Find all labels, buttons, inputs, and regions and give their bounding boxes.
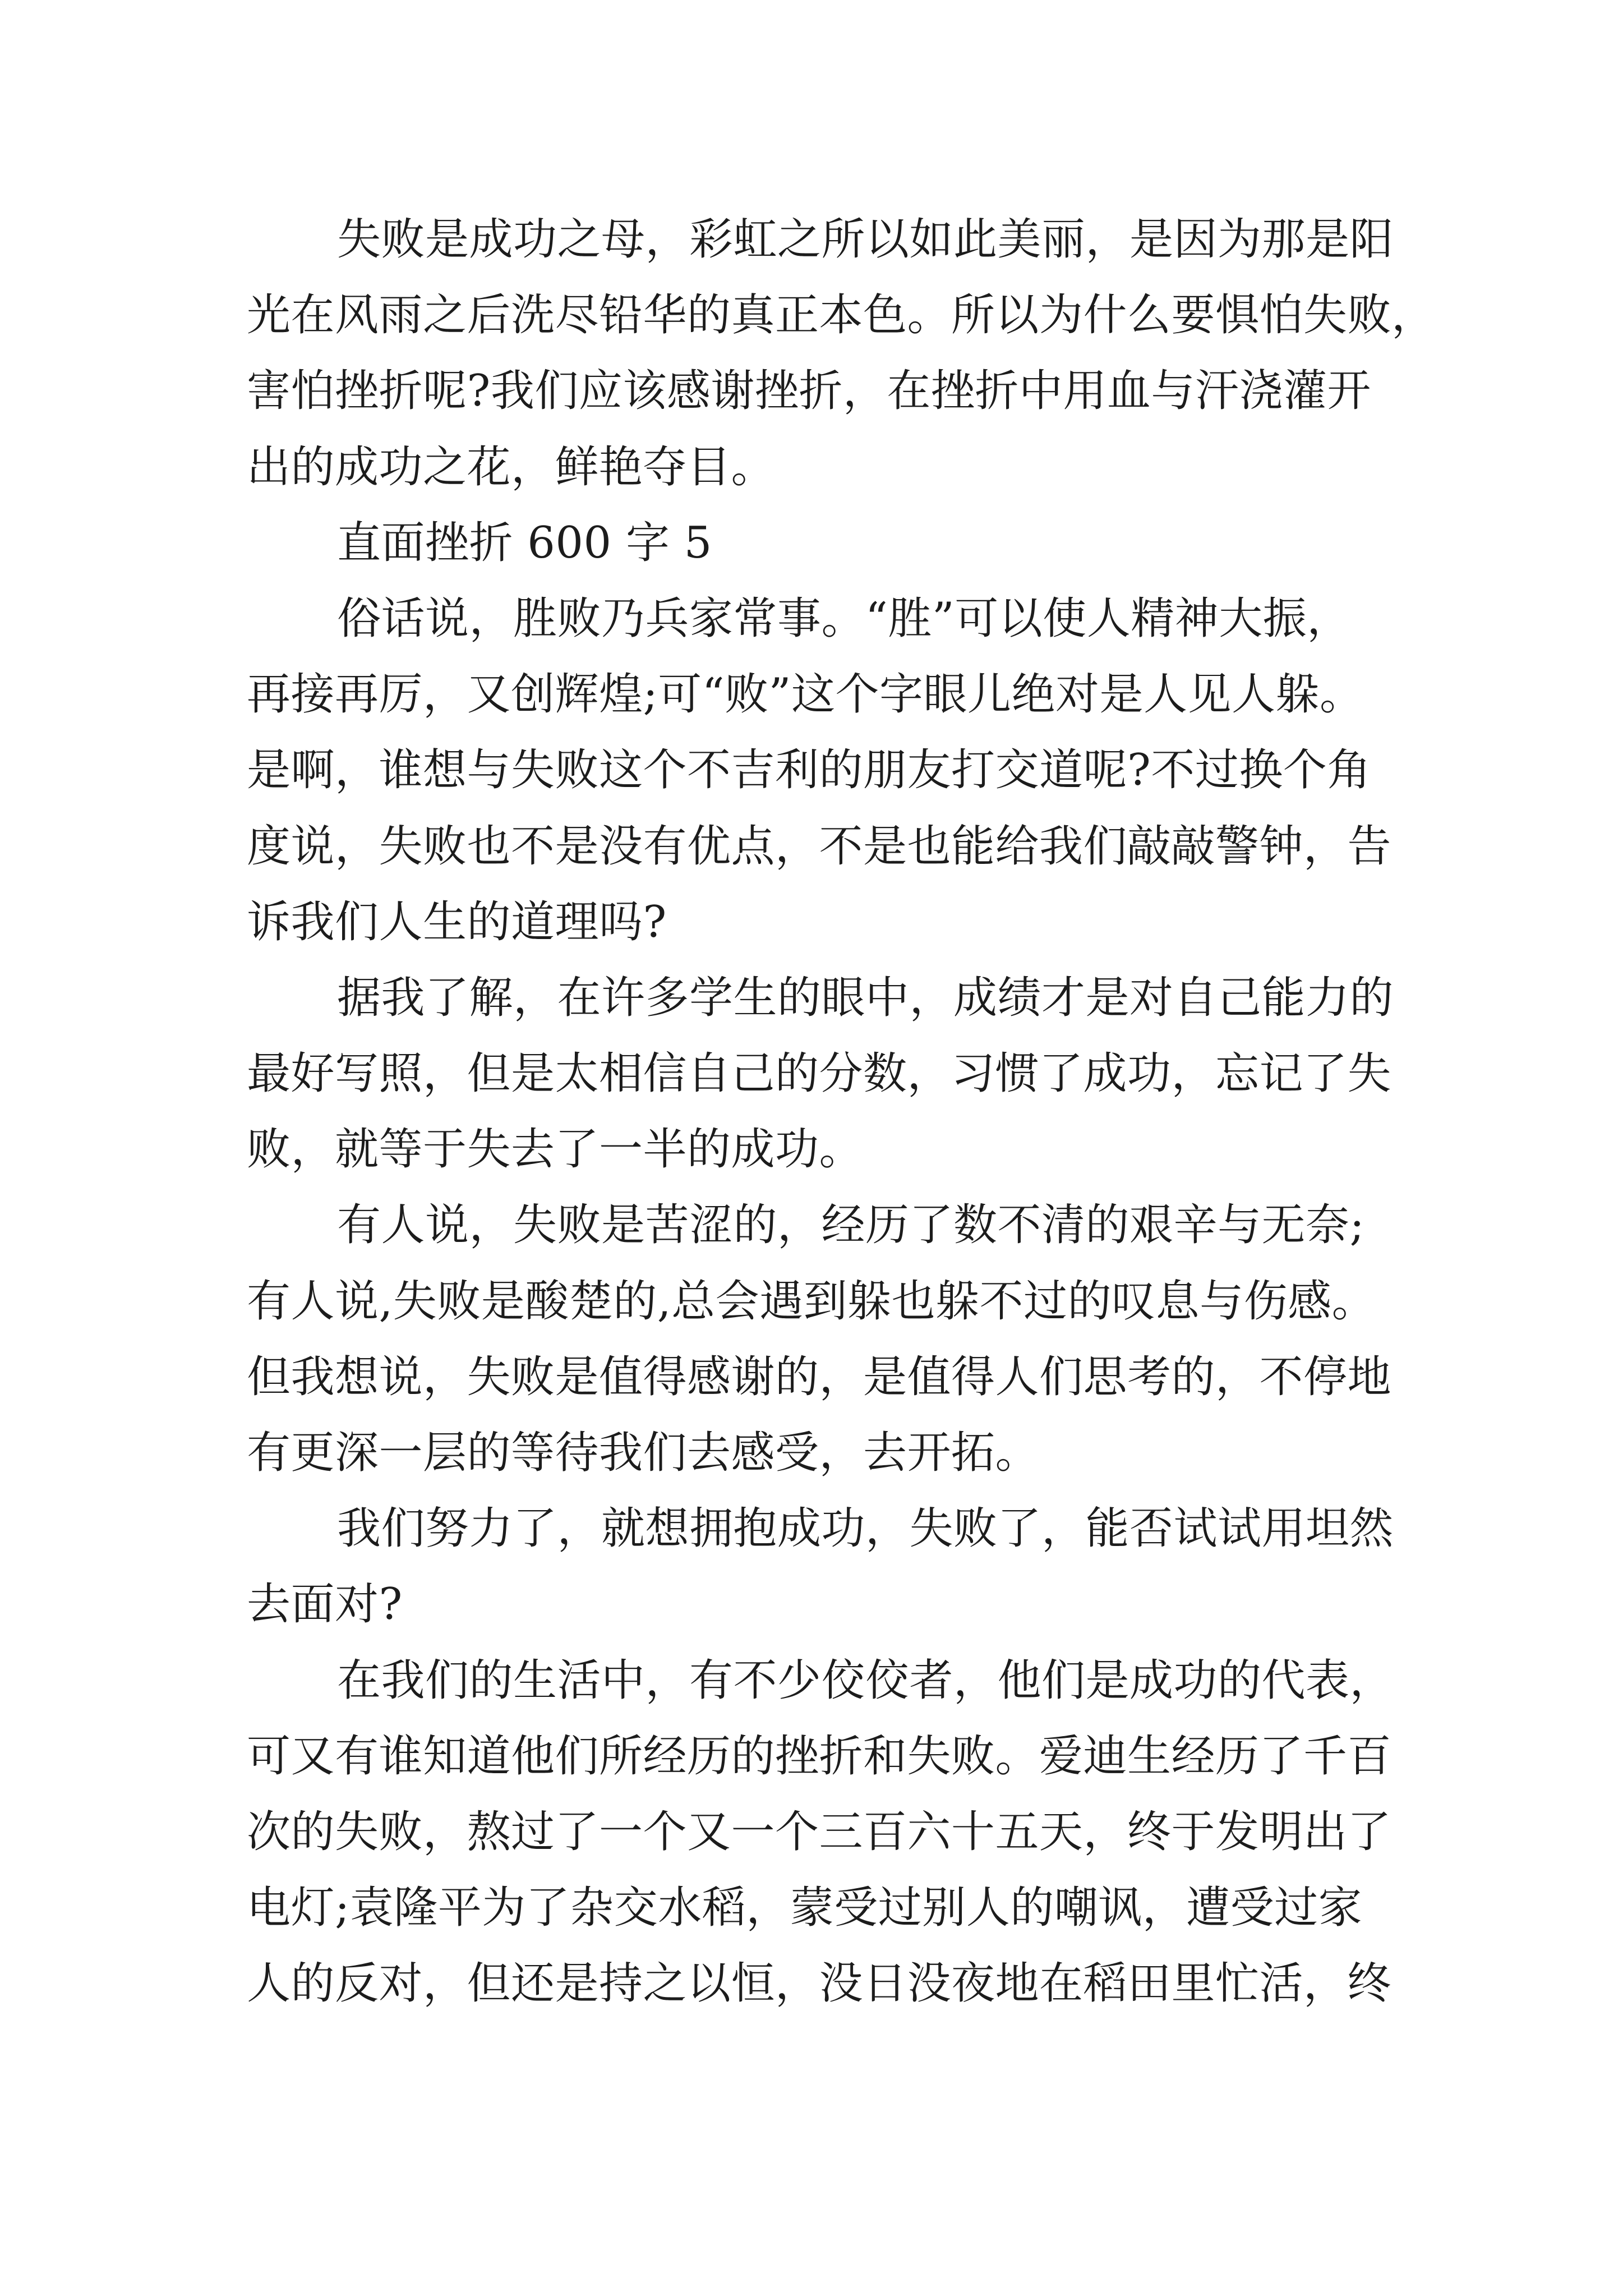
text-line: 诉我们人生的道理吗?	[247, 896, 667, 947]
text-line: 据我了解，在许多学生的眼中，成绩才是对自己能力的	[337, 972, 1394, 1023]
text-line: 再接再厉，又创辉煌;可“败”这个字眼儿绝对是人见人躲。	[247, 669, 1364, 720]
text-line: 是啊，谁想与失败这个不吉利的朋友打交道呢?不过换个角	[247, 745, 1371, 796]
text-line: 失败是成功之母，彩虹之所以如此美丽，是因为那是阳	[337, 214, 1394, 265]
text-line: 败，就等于失去了一半的成功。	[247, 1124, 864, 1175]
paragraph	[0, 581, 1623, 960]
text-line: 有人说,失败是酸楚的,总会遇到躲也躲不过的叹息与伤感。	[247, 1276, 1376, 1327]
text-line: 俗话说，胜败乃兵家常事。“胜”可以使人精神大振，	[337, 593, 1351, 644]
section-heading: 直面挫折 600 字 5	[337, 517, 712, 568]
paragraph	[0, 1491, 1623, 1642]
paragraph	[0, 1188, 1623, 1491]
text-line: 出的成功之花，鲜艳夺目。	[247, 441, 776, 493]
text-line: 害怕挫折呢?我们应该感谢挫折，在挫折中用血与汗浇灌开	[247, 366, 1371, 417]
text-line: 我们努力了，就想拥抱成功，失败了，能否试试用坦然	[337, 1503, 1394, 1554]
text-line: 去面对?	[247, 1579, 403, 1630]
text-line: 在我们的生活中，有不少佼佼者，他们是成功的代表，	[337, 1655, 1394, 1706]
text-line: 次的失败，熬过了一个又一个三百六十五天，终于发明出了	[247, 1806, 1392, 1857]
text-line: 有更深一层的等待我们去感受，去开拓。	[247, 1428, 1040, 1478]
paragraph-continued	[0, 202, 1623, 505]
paragraph	[0, 1643, 1623, 2022]
text-line: 可又有谁知道他们所经历的挫折和失败。爱迪生经历了千百	[247, 1731, 1392, 1782]
text-line: 电灯;袁隆平为了杂交水稻，蒙受过别人的嘲讽，遭受过家	[247, 1883, 1363, 1934]
paragraph	[0, 960, 1623, 1188]
text-line: 有人说，失败是苦涩的，经历了数不清的艰辛与无奈;	[337, 1200, 1365, 1251]
text-line: 人的反对，但还是持之以恒，没日没夜地在稻田里忙活，终	[247, 1958, 1392, 2009]
text-line: 但我想说，失败是值得感谢的，是值得人们思考的，不停地	[247, 1351, 1392, 1402]
document-body	[0, 202, 1623, 2022]
text-line: 度说，失败也不是没有优点，不是也能给我们敲敲警钟，告	[247, 821, 1392, 872]
text-line: 最好写照，但是太相信自己的分数，习惯了成功，忘记了失	[247, 1048, 1392, 1099]
text-line: 光在风雨之后洗尽铅华的真正本色。所以为什么要惧怕失败，	[247, 290, 1436, 341]
